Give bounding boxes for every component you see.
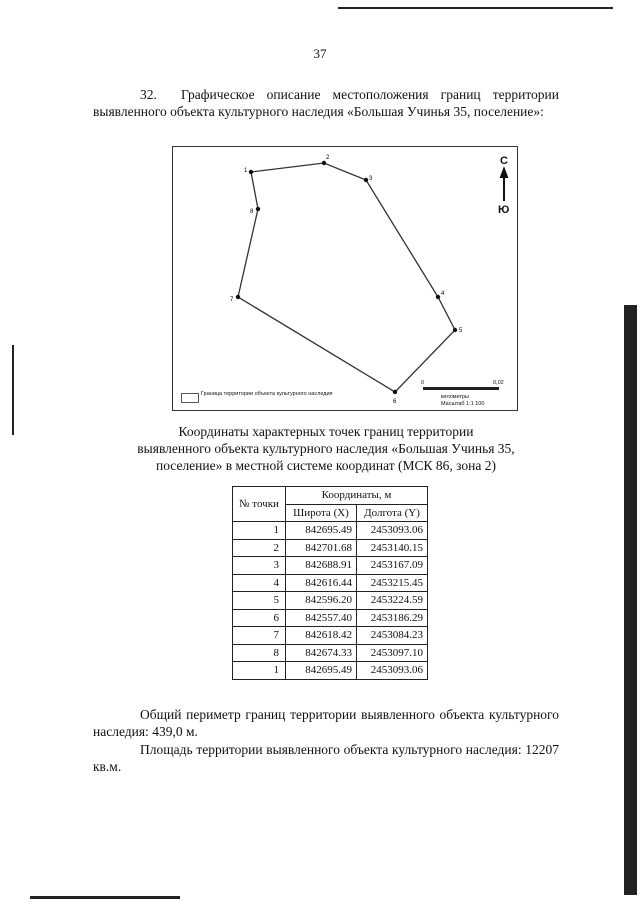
table-cell-y: 2453140.15	[357, 539, 428, 557]
table-row	[233, 522, 428, 540]
section-heading	[93, 86, 559, 120]
table-row	[233, 574, 428, 592]
scan-edge-bottom	[30, 896, 180, 899]
boundary-point-label: 3	[369, 176, 373, 182]
table-cell-y: 2453215.45	[357, 574, 428, 592]
table-row	[233, 592, 428, 610]
table-cell-y: 2453093.06	[357, 662, 428, 680]
north-label: С	[500, 155, 508, 167]
north-arrow-icon	[501, 169, 507, 201]
scale-unit: километры	[441, 394, 469, 400]
table-cell-x: 842557.40	[286, 609, 357, 627]
coordinates-table	[232, 486, 428, 680]
scan-edge-left	[12, 345, 14, 435]
section-text: Графическое описание местоположения границ территории выявленного объекта культурного наследия «Большая Учинья 35, поселение»:	[93, 87, 560, 119]
boundary-point-2	[322, 161, 326, 165]
page-number: 37	[313, 46, 327, 61]
boundary-point-label: 5	[459, 328, 463, 334]
south-label: Ю	[498, 204, 510, 216]
boundary-point-6	[393, 390, 397, 394]
table-cell-x: 842618.42	[286, 627, 357, 645]
table-cell-point: 5	[233, 592, 286, 610]
table-cell-x: 842616.44	[286, 574, 357, 592]
table-cell-y: 2453097.10	[357, 644, 428, 662]
table-cell-x: 842695.49	[286, 522, 357, 540]
scan-edge-right	[624, 305, 637, 895]
scale-bar	[423, 387, 499, 390]
header-point: № точки	[233, 487, 286, 522]
table-cell-point: 2	[233, 539, 286, 557]
table-cell-point: 4	[233, 574, 286, 592]
table-cell-y: 2453167.09	[357, 557, 428, 575]
table-cell-point: 7	[233, 627, 286, 645]
boundary-point-4	[436, 295, 440, 299]
table-cell-y: 2453084.23	[357, 627, 428, 645]
caption-line-1: Координаты характерных точек границ территории	[178, 424, 474, 439]
boundary-map	[172, 146, 518, 411]
legend-swatch	[181, 393, 199, 403]
table-cell-x: 842688.91	[286, 557, 357, 575]
boundary-point-8	[256, 207, 260, 211]
table-row	[233, 609, 428, 627]
boundary-point-3	[364, 178, 368, 182]
table-cell-point: 3	[233, 557, 286, 575]
table-caption	[93, 423, 559, 474]
scale-start: 0	[421, 380, 425, 386]
header-coords: Координаты, м	[286, 487, 428, 505]
table-cell-point: 1	[233, 662, 286, 680]
header-x: Широта (X)	[286, 504, 357, 522]
table-row	[233, 627, 428, 645]
boundary-point-label: 1	[244, 168, 248, 174]
boundary-point-label: 7	[230, 297, 234, 303]
perimeter-text: Общий периметр границ территории выявленного объекта культурного наследия: 439,0 м.	[93, 707, 559, 739]
area-paragraph	[93, 741, 559, 775]
legend-label: Граница территории объекта культурного наследия	[201, 391, 333, 397]
table-cell-y: 2453186.29	[357, 609, 428, 627]
boundary-map-drawing	[173, 147, 517, 410]
perimeter-paragraph	[93, 706, 559, 740]
table-cell-y: 2453093.06	[357, 522, 428, 540]
boundary-point-label: 8	[250, 209, 254, 215]
table-cell-y: 2453224.59	[357, 592, 428, 610]
table-cell-point: 6	[233, 609, 286, 627]
table-cell-x: 842596.20	[286, 592, 357, 610]
boundary-point-label: 6	[393, 399, 397, 405]
area-text: Площадь территории выявленного объекта культурного наследия: 12207 кв.м.	[93, 742, 559, 774]
header-y: Долгота (Y)	[357, 504, 428, 522]
boundary-point-7	[236, 295, 240, 299]
table-cell-x: 842701.68	[286, 539, 357, 557]
table-cell-point: 1	[233, 522, 286, 540]
table-row	[233, 539, 428, 557]
scan-edge-top	[338, 7, 613, 9]
caption-line-2: выявленного объекта культурного наследия «Большая Учинья 35,	[137, 441, 515, 456]
boundary-point-label: 2	[326, 155, 330, 161]
table-cell-x: 842695.49	[286, 662, 357, 680]
boundary-point-5	[453, 328, 457, 332]
table-row	[233, 557, 428, 575]
table-row	[233, 644, 428, 662]
table-cell-point: 8	[233, 644, 286, 662]
boundary-point-label: 4	[441, 291, 445, 297]
caption-line-3: поселение» в местной системе координат (МСК 86, зона 2)	[155, 458, 496, 473]
section-number: 32.	[140, 87, 157, 102]
table-row	[233, 662, 428, 680]
scale-end: 0,02	[493, 380, 504, 386]
boundary-point-1	[249, 170, 253, 174]
table-cell-x: 842674.33	[286, 644, 357, 662]
scale-ratio: Масштаб 1:1 100	[441, 401, 485, 407]
boundary-polygon	[238, 163, 455, 392]
